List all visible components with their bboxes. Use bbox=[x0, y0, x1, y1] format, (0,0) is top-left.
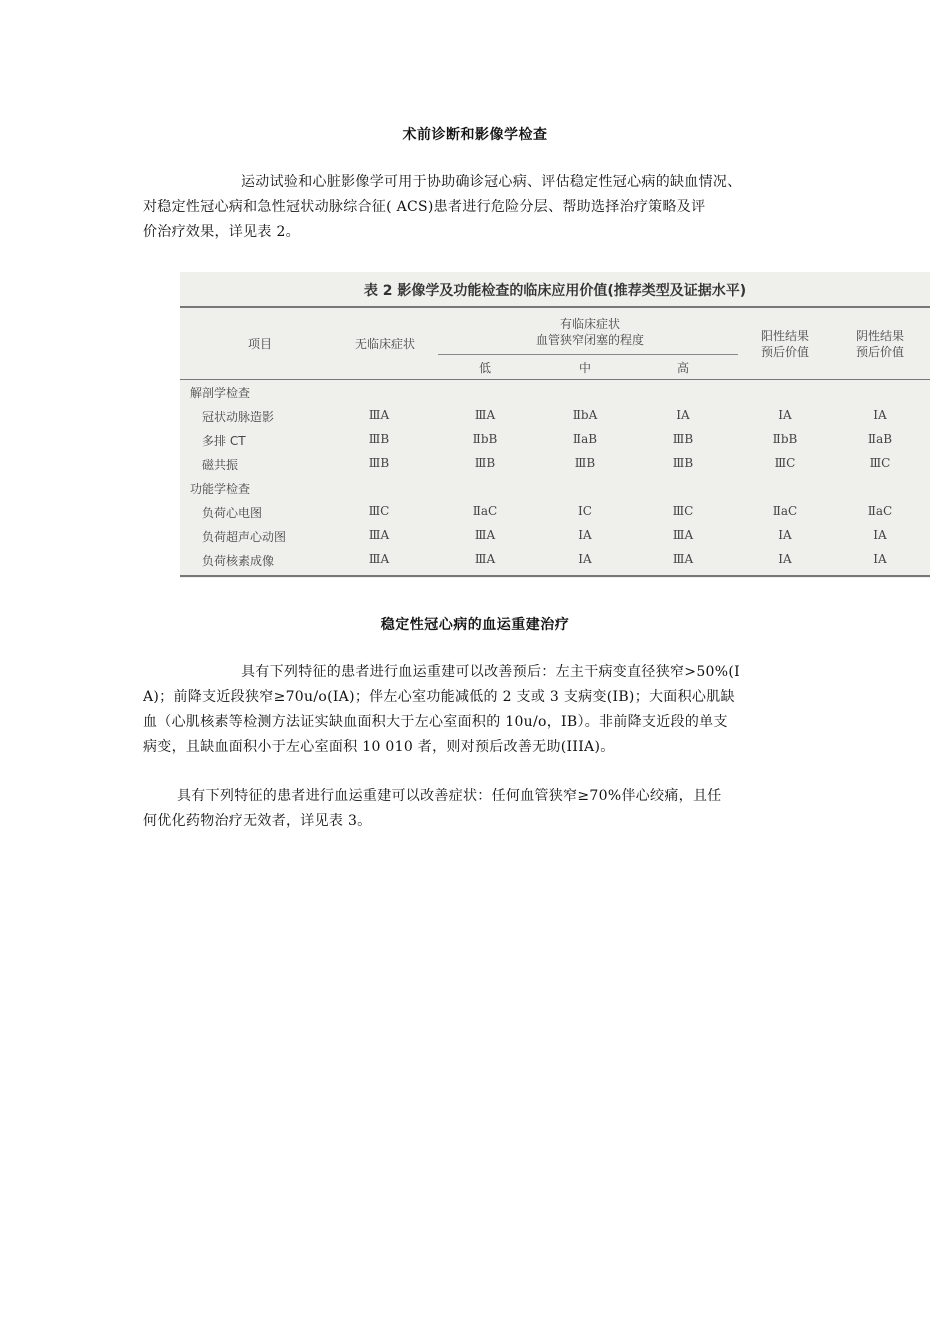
paragraph-line: 病变，且缺血面积小于左心室面积 10 010 者，则对预后改善无助(IIIA)。 bbox=[143, 739, 615, 755]
header-stenosis: 血管狭窄闭塞的程度 bbox=[535, 333, 644, 347]
paragraph-line: 运动试验和心脏影像学可用于协助确诊冠心病、评估稳定性冠心病的缺血情况、 bbox=[241, 174, 742, 190]
table-cell: ⅢC bbox=[672, 504, 694, 518]
header-low: 低 bbox=[478, 361, 491, 375]
table-top-rule bbox=[180, 306, 930, 308]
paragraph-revasc-symptoms bbox=[143, 784, 815, 834]
header-positive: 阳性结果 预后价值 bbox=[760, 329, 809, 359]
table-cell: ⅠC bbox=[578, 504, 592, 518]
table-cell: ⅡaC bbox=[472, 504, 498, 518]
header-negative: 阴性结果 预后价值 bbox=[855, 329, 904, 359]
table-cell: ⅠA bbox=[578, 528, 592, 542]
paragraph-revasc-prognosis bbox=[143, 660, 815, 760]
table-row-label: 负荷超声心动图 bbox=[202, 530, 287, 544]
paragraph-line: 价治疗效果，详见表 2。 bbox=[143, 224, 300, 240]
table-cell: ⅡaC bbox=[772, 504, 798, 518]
table-row-label: 磁共振 bbox=[202, 458, 239, 472]
table-cell: ⅡaB bbox=[572, 432, 598, 446]
table-cell: ⅡbB bbox=[472, 432, 498, 446]
table-bottom-rule bbox=[180, 575, 930, 577]
table-cell: ⅢA bbox=[368, 552, 390, 566]
table-cell: ⅢA bbox=[672, 528, 694, 542]
header-high: 高 bbox=[676, 361, 689, 375]
header-item: 项目 bbox=[247, 337, 272, 351]
table-row-label: 多排 CT bbox=[202, 434, 246, 448]
table-cell: ⅢB bbox=[368, 456, 390, 470]
paragraph-line: 具有下列特征的患者进行血运重建可以改善预后：左主干病变直径狭窄>50%(I bbox=[241, 664, 740, 680]
table-cell: ⅢA bbox=[474, 408, 496, 422]
table-2-image bbox=[180, 272, 930, 578]
table-cell: ⅠA bbox=[873, 408, 887, 422]
header-no-symptom: 无临床症状 bbox=[354, 337, 415, 351]
table-cell: ⅢC bbox=[774, 456, 796, 470]
table-cell: ⅠA bbox=[778, 408, 792, 422]
header-bottom-rule bbox=[180, 379, 930, 380]
table-cell: ⅢB bbox=[574, 456, 596, 470]
table-cell: ⅢA bbox=[672, 552, 694, 566]
table-group-label: 功能学检查 bbox=[190, 482, 251, 496]
table-cell: ⅡaC bbox=[867, 504, 893, 518]
table-cell: ⅡbA bbox=[572, 408, 598, 422]
table-cell: ⅢB bbox=[368, 432, 390, 446]
paragraph-line: 对稳定性冠心病和急性冠状动脉综合征( ACS)患者进行危险分层、帮助选择治疗策略及评 bbox=[143, 199, 706, 215]
table-row-label: 负荷核素成像 bbox=[202, 554, 275, 568]
paragraph-line: 血（心肌核素等检测方法证实缺血面积大于左心室面积的 10u/o，IB）。非前降支近段的单支 bbox=[143, 714, 728, 730]
table-cell: ⅡbB bbox=[772, 432, 798, 446]
table-cell: ⅠA bbox=[676, 408, 690, 422]
table-cell: ⅠA bbox=[778, 528, 792, 542]
paragraph-preop bbox=[143, 170, 815, 245]
table-cell: ⅠA bbox=[578, 552, 592, 566]
section-title-revascularization: 稳定性冠心病的血运重建治疗 bbox=[380, 617, 570, 633]
table-row-label: 负荷心电图 bbox=[202, 506, 263, 520]
table-cell: ⅠA bbox=[873, 528, 887, 542]
header-with-symptom: 有临床症状 bbox=[559, 317, 620, 331]
paragraph-line: A)；前降支近段狭窄≥70u/o(IA)；伴左心室功能减低的 2 支或 3 支病变(IB)；大面积心肌缺 bbox=[143, 689, 735, 705]
table-cell: ⅢB bbox=[672, 432, 694, 446]
table-cell: ⅠA bbox=[778, 552, 792, 566]
header-mid: 中 bbox=[578, 361, 591, 375]
table-cell: ⅢA bbox=[368, 408, 390, 422]
table-group-label: 解剖学检查 bbox=[190, 386, 251, 400]
table-cell: ⅢB bbox=[672, 456, 694, 470]
paragraph-line: 具有下列特征的患者进行血运重建可以改善症状：任何血管狭窄≥70%伴心绞痛，且任 bbox=[177, 788, 722, 804]
table-cell: ⅢC bbox=[368, 504, 390, 518]
header-sub-rule bbox=[438, 354, 738, 355]
table-cell: ⅢA bbox=[474, 528, 496, 542]
table-cell: ⅢA bbox=[368, 528, 390, 542]
table-cell: ⅠA bbox=[873, 552, 887, 566]
section-title-preop: 术前诊断和影像学检查 bbox=[402, 127, 548, 143]
table-cell: ⅢC bbox=[869, 456, 891, 470]
paragraph-line: 何优化药物治疗无效者，详见表 3。 bbox=[143, 813, 372, 829]
table-cell: ⅢA bbox=[474, 552, 496, 566]
table-cell: ⅡaB bbox=[867, 432, 893, 446]
table-cell: ⅢB bbox=[474, 456, 496, 470]
table-caption: 表 2 影像学及功能检查的临床应用价值(推荐类型及证据水平) bbox=[363, 283, 747, 299]
table-row-label: 冠状动脉造影 bbox=[202, 410, 275, 424]
